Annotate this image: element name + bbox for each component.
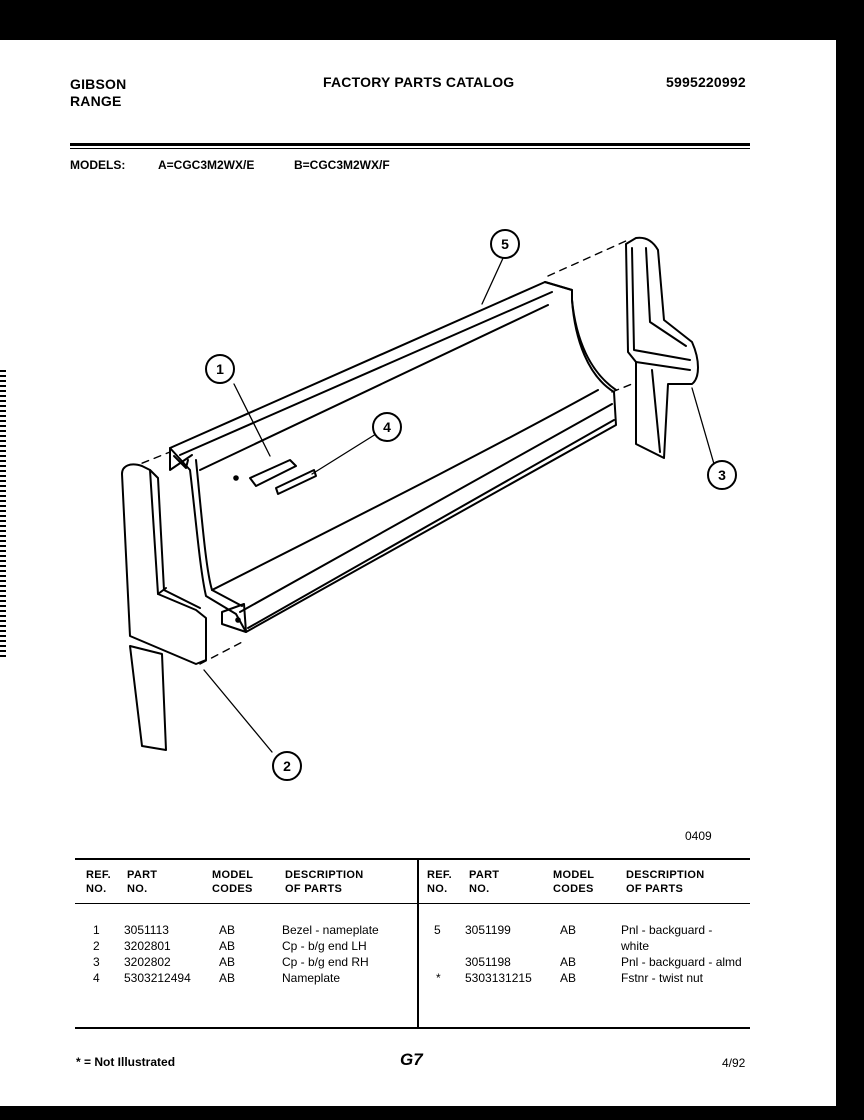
- header-ref-right: REF. NO.: [427, 869, 453, 895]
- header-desc-right: DESCRIPTION OF PARTS: [626, 869, 705, 895]
- catalog-title: FACTORY PARTS CATALOG: [323, 74, 515, 90]
- catalog-number: 5995220992: [666, 74, 746, 90]
- header-part: PART NO.: [127, 869, 158, 895]
- page-number: G7: [400, 1050, 423, 1069]
- header-model: MODEL CODES: [212, 869, 254, 895]
- header-desc: DESCRIPTION OF PARTS: [285, 869, 364, 895]
- callout-5: 5: [501, 236, 509, 252]
- revision-date: 4/92: [722, 1056, 746, 1070]
- callout-3: 3: [718, 467, 726, 483]
- header-model-right: MODEL CODES: [553, 869, 595, 895]
- header-ref: REF. NO.: [86, 869, 112, 895]
- model-a: A=CGC3M2WX/E: [158, 158, 255, 172]
- table-divider: [417, 859, 419, 1028]
- header-underline-left: [75, 903, 417, 904]
- product-name: RANGE: [70, 93, 122, 109]
- diagram-code: 0409: [685, 829, 712, 843]
- footnote-not-illustrated: * = Not Illustrated: [76, 1055, 176, 1069]
- models-label: MODELS:: [70, 158, 126, 172]
- table-rule-bottom: [75, 1027, 750, 1029]
- callout-2: 2: [283, 758, 291, 774]
- header-underline-right: [419, 903, 750, 904]
- table-rule-top: [75, 858, 750, 860]
- brand-name: GIBSON: [70, 76, 127, 92]
- model-b: B=CGC3M2WX/F: [294, 158, 390, 172]
- callout-1: 1: [216, 361, 224, 377]
- backguard-panel: [170, 282, 616, 632]
- end-cap-rh: [626, 238, 698, 458]
- header-part-right: PART NO.: [469, 869, 500, 895]
- callout-4: 4: [383, 419, 391, 435]
